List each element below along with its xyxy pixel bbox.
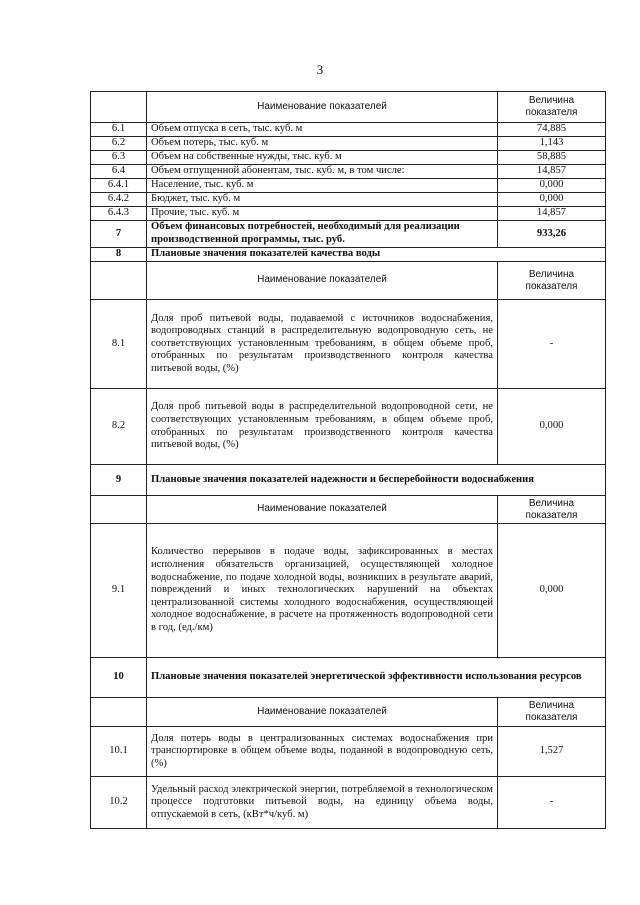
section-number: 10 <box>91 658 147 698</box>
row-value: 1,143 <box>498 137 606 151</box>
table-row <box>91 727 606 777</box>
row-name: Бюджет, тыс. куб. м <box>147 193 498 207</box>
page-number: 3 <box>316 62 324 77</box>
header-name: Наименование показателей <box>147 496 498 524</box>
header-num-cell <box>91 262 147 300</box>
table-row <box>91 389 606 465</box>
row-name: Доля проб питьевой воды в распределительной водопроводной сети, не соответствующих установленным требованиям, в общем объеме проб, отобранных по результатам производственного контроля качества питьевой воды, (%) <box>147 389 498 465</box>
table-row <box>91 179 606 193</box>
row-value: 0,000 <box>498 389 606 465</box>
table-row <box>91 151 606 165</box>
header-num-cell <box>91 496 147 524</box>
row-name: Доля проб питьевой воды, подаваемой с источников водоснабжения, водопроводных станций в распределительную водопроводную сеть, не соответствующих установленным требованиям, в общем объеме проб, отобранных по результатам производственного контроля качества питьевой воды, (%) <box>147 300 498 389</box>
table-header-row <box>91 496 606 524</box>
header-value: Величина показателя <box>498 496 606 524</box>
row-number: 6.1 <box>91 123 147 137</box>
header-num-cell <box>91 92 147 123</box>
row-number: 8.1 <box>91 300 147 389</box>
header-name: Наименование показателей <box>147 698 498 727</box>
table-row <box>91 207 606 221</box>
table-row <box>91 137 606 151</box>
table-row <box>91 123 606 137</box>
row-number: 10.2 <box>91 777 147 829</box>
row-number: 6.4.2 <box>91 193 147 207</box>
row-value: 0,000 <box>498 193 606 207</box>
section-title: Плановые значения показателей надежности и бесперебойности водоснабжения <box>147 465 606 496</box>
row-value: 14,857 <box>498 165 606 179</box>
row-number: 10.1 <box>91 727 147 777</box>
header-value: Величина показателя <box>498 262 606 300</box>
row-name: Объем отпуска в сеть, тыс. куб. м <box>147 123 498 137</box>
row-name: Объем на собственные нужды, тыс. куб. м <box>147 151 498 165</box>
row-name: Доля потерь воды в централизованных системах водоснабжения при транспортировке в общем объеме воды, поданной в водопроводную сеть, (%) <box>147 727 498 777</box>
section-title: Плановые значения показателей качества воды <box>147 248 606 262</box>
row-number: 6.2 <box>91 137 147 151</box>
table-row <box>91 300 606 389</box>
row-value: - <box>498 777 606 829</box>
table-row <box>91 777 606 829</box>
row-name: Количество перерывов в подаче воды, зафиксированных в местах исполнения обязательств организацией, осуществляющей холодное водоснабжение, по подаче холодной воды, возникших в результате аварий, повреждений и иных технологических нарушений на объектах централизованной системы холодного водоснабжения, осуществляющей холодное водоснабжение, в расчете на протяженность водопроводной сети в год, (ед./км) <box>147 524 498 658</box>
row-number: 8.2 <box>91 389 147 465</box>
header-name: Наименование показателей <box>147 92 498 123</box>
row-name: Прочие, тыс. куб. м <box>147 207 498 221</box>
row-value: 58,885 <box>498 151 606 165</box>
table-row <box>91 165 606 179</box>
section-number: 8 <box>91 248 147 262</box>
section-row-10 <box>91 658 606 698</box>
header-name: Наименование показателей <box>147 262 498 300</box>
row-value: 1,527 <box>498 727 606 777</box>
row-number: 9.1 <box>91 524 147 658</box>
table-row <box>91 193 606 207</box>
row-value: 0,000 <box>498 179 606 193</box>
row-number: 6.3 <box>91 151 147 165</box>
row-name: Удельный расход электрической энергии, потребляемой в технологическом процессе подготовки питьевой воды, на единицу объема воды, отпускаемой в сеть, (кВт*ч/куб. м) <box>147 777 498 829</box>
row-number: 7 <box>91 221 147 248</box>
row-value: 74,885 <box>498 123 606 137</box>
row-value: 14,857 <box>498 207 606 221</box>
table-header-row <box>91 262 606 300</box>
table-row-7 <box>91 221 606 248</box>
section-row-9 <box>91 465 606 496</box>
header-value: Величина показателя <box>498 698 606 727</box>
section-row-8 <box>91 248 606 262</box>
row-value: - <box>498 300 606 389</box>
row-number: 6.4 <box>91 165 147 179</box>
indicators-table <box>90 91 606 829</box>
row-name: Население, тыс. куб. м <box>147 179 498 193</box>
row-name: Объем потерь, тыс. куб. м <box>147 137 498 151</box>
table-header-row <box>91 698 606 727</box>
table-row <box>91 524 606 658</box>
row-name: Объем финансовых потребностей, необходимый для реализации производственной программы, тыс. руб. <box>147 221 498 248</box>
header-value: Величина показателя <box>498 92 606 123</box>
section-number: 9 <box>91 465 147 496</box>
header-num-cell <box>91 698 147 727</box>
row-name: Объем отпущенной абонентам, тыс. куб. м, в том числе: <box>147 165 498 179</box>
row-number: 6.4.1 <box>91 179 147 193</box>
row-value: 933,26 <box>498 221 606 248</box>
section-title: Плановые значения показателей энергетической эффективности использования ресурсов <box>147 658 606 698</box>
table-header-row <box>91 92 606 123</box>
row-value: 0,000 <box>498 524 606 658</box>
row-number: 6.4.3 <box>91 207 147 221</box>
